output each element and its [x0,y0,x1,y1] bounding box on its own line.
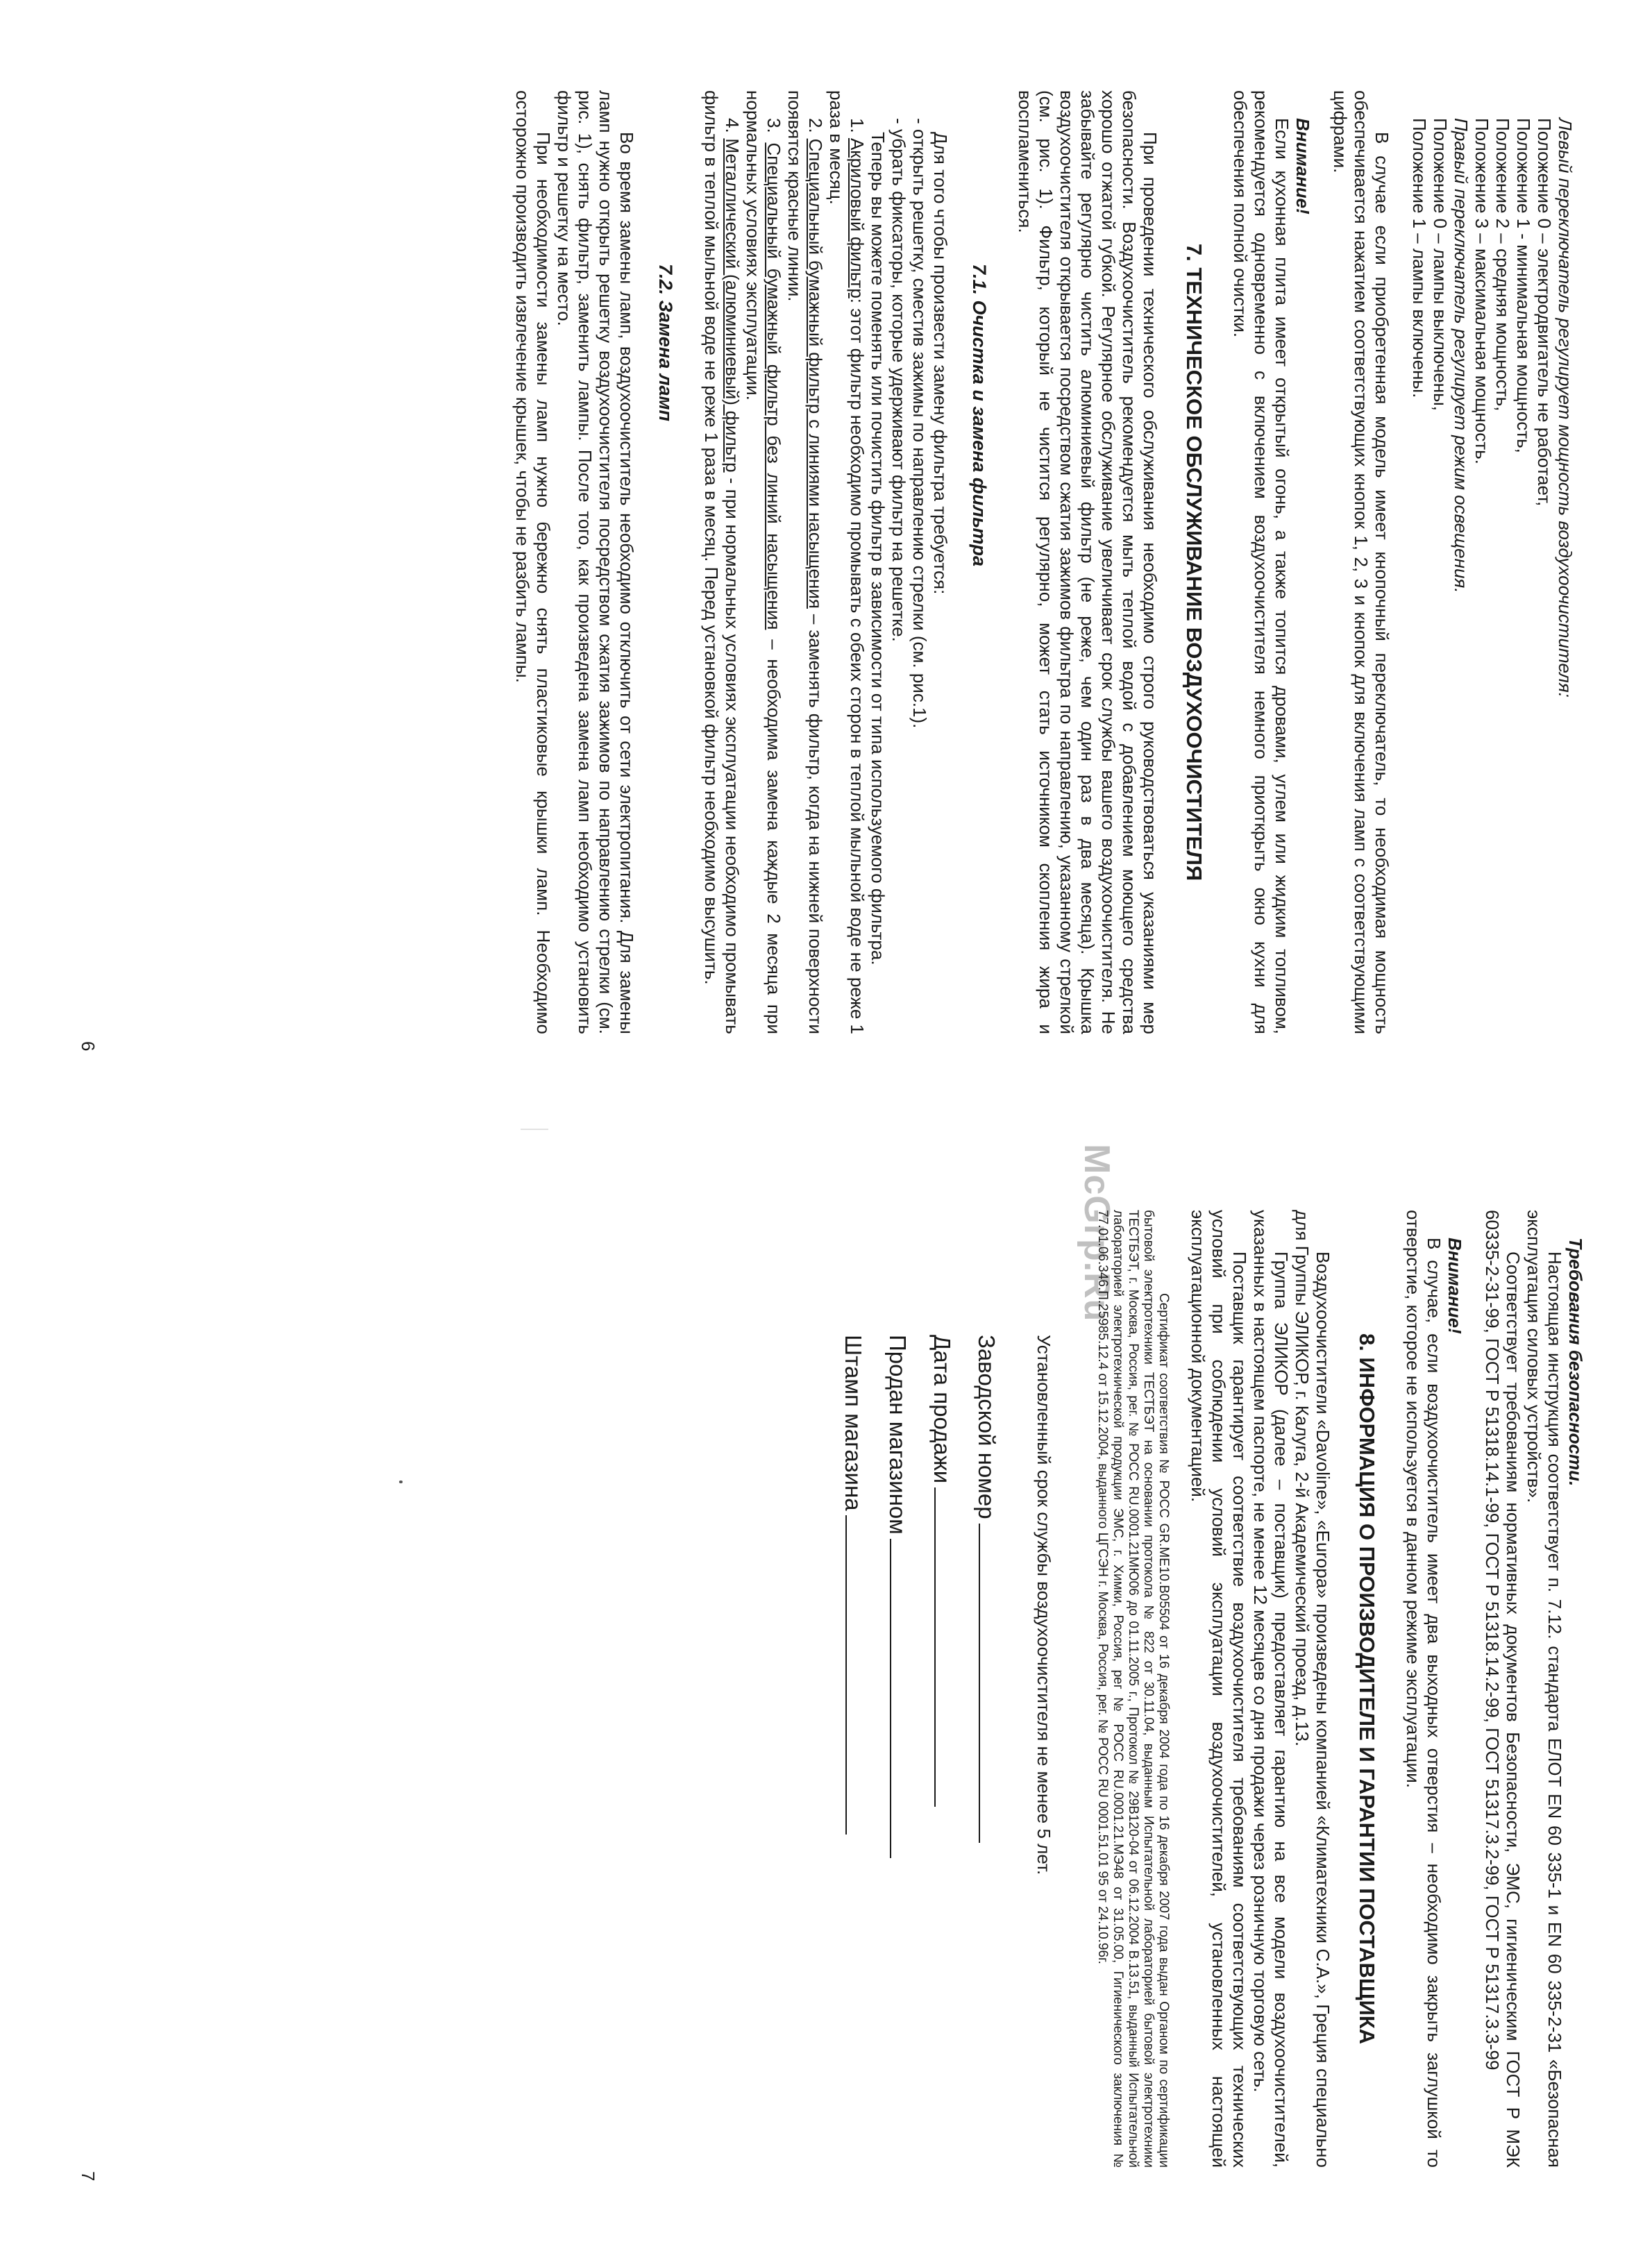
page-7 [0,1130,1652,2260]
attention-label-left: Внимание! [1292,118,1313,214]
section-7-text: При проведении технического обслуживания необходимо строго руководствоваться указаниями мер безопасности. Воздухоочиститель рекомендуется мыть теплой водой с добавлением моющего средства хорошо отжатой губкой. Регулярное обслуживание увеличивает срок службы вашего воздухоочистителя. Не забывайте регулярно чистить алюминиевый фильтр (не реже, чем один раз в два месяца). Крышка воздухоочистителя открывается посредством сжатия зажимов фильтра по направлению, указанному стрелкой (см. рис. 1). Фильтр, который не чистится регулярно, может стать источником скопления жира и воспламениться. [1015,90,1161,1034]
section-7-title: 7. ТЕХНИЧЕСКОЕ ОБСЛУЖИВАНИЕ ВОЗДУХООЧИСТИТЕЛЯ [1182,243,1206,882]
lamp-replace-text-1: Во время замены ламп, воздухоочиститель необходимо отключить от сети электропитания. Для замены ламп нужно открыть решетку воздухоочистителя посредством сжатия зажимов по направлению стрелки (см. рис. 1), снять фильтр, заменить лампы. После того, как произведена замена ламп необходимо установить фильтр и решетку на место. [554,90,637,1034]
serial-number-blank[interactable] [979,1524,1000,1843]
filter-item-3 [743,90,784,1034]
section-8-text-3: Поставщик гарантирует соответствие воздухоочистителя требованиям соответствующих технических условий при соблюдении условий эксплуатации воздухоочистителей, установленных настоящей эксплуатационной документацией. [1188,1210,1250,2168]
sold-by-label: Продан магазином [885,1335,911,1535]
filter-4-rest: - при нормальных условиях эксплуатации необходимо промывать фильтр в теплой мыльной воде не реже 1 раза в месяц. Перед установкой фильтр необходимо высушить. [701,90,743,1034]
store-stamp-blank[interactable] [845,1515,866,1835]
filter-item-4 [701,90,743,1034]
filter-2-rest: – заменять фильтр, когда на нижней поверхности появятся красные линии. [784,90,826,1034]
serial-number-label: Заводской номер [974,1335,1000,1519]
warranty-form [839,1335,1000,2168]
filter-4-num: 4. [722,118,743,133]
page-number-6: 6 [78,1041,99,1052]
left-switch-pos1: Положение 1 - минимальная мощность, [1513,118,1534,453]
sale-date-blank[interactable] [934,1487,955,1807]
filter-replace-intro: Для того чтобы произвести замену фильтра требуется: [930,132,951,595]
button-model-paragraph: В случае если приобретенная модель имеет кнопочный переключатель, то необходимая мощность обеспечивается нажатием соответствующих кнопок 1, 2, 3 и кнопок для включения ламп с соответствующими цифрами. [1330,90,1392,1034]
sale-date-label: Дата продажи [929,1335,955,1484]
sold-by-line [884,1335,911,2168]
safety-text-2: Соответствует требованиям нормативных документов Безопасности, ЭМС, гигиеническим ГОСТ Р МЭК 60335-2-31-99, ГОСТ Р 51318.14.1-99, ГОСТ Р 51318.14.2-99, ГОСТ 51317.3.2-99, ГОСТ Р 51317.3.3-99 [1482,1210,1524,2168]
safety-text-1: Настоящая инструкция соответствует п. 7.12. стандарта ЕЛОТ EN 60 335-1 и EN 60 335-2-31 «Безопасная эксплуатация силовых устройств». [1524,1210,1565,2168]
scan-speck [399,1481,403,1483]
filter-item-2 [784,90,826,1034]
left-switch-pos0: Положение 0 – электродвигатель не работает, [1534,118,1555,507]
section-8-text-2: Группа ЭЛИКОР (далее – поставщик) предоставляет гарантию на все модели воздухоочистителей, указанных в настоящем паспорте, не менее 12 месяцев со дня продажи через розничную торговую сеть. [1250,1210,1292,2168]
page-6-content [512,90,1576,1034]
attention-text-left: Если кухонная плита имеет открытый огонь, а также топится дровами, углем или жидким топливом, рекомендуется одновременно с включением воздухоочистителя немного приоткрыть окно кухни для обеспечения полной очистки. [1230,90,1292,1034]
attention-text-right: В случае, если воздухоочиститель имеет два выходных отверстия – необходимо закрыть заглушкой то отверстие, которое не используется в данном режиме эксплуатации. [1403,1210,1444,2168]
filter-4-name: Металлический (алюминиевый) фильтр [722,138,743,473]
filter-step-remove: - убрать фиксаторы, которые удерживают фильтр на решетке. [888,118,909,642]
filter-1-num: 1. [847,118,868,133]
store-stamp-line [839,1335,867,2168]
watermark: McGrp.Ru [1077,1144,1117,1322]
section-8-text-1: Воздухоочистители «Davoline», «Europa» произведены компанией «Климатехники С.А.», Греция специально для Группы ЭЛИКОР, г. Калуга, 2-й Академический проезд, д.13. [1292,1210,1333,2168]
serial-number-line [972,1335,1000,2168]
filter-2-num: 2. [805,118,826,133]
sale-date-line [928,1335,956,2168]
subsection-7-1-title: 7.1. Очистка и замена фильтра [969,264,990,566]
filter-1-rest: : этот фильтр необходимо промывать с обеих сторон в теплой мыльной воде не реже 1 раза в месяц. [826,90,868,1034]
safety-label: Требования безопасности. [1565,1238,1586,1487]
left-switch-pos2: Положение 2 – средняя мощность, [1492,118,1513,412]
filter-item-1 [826,90,868,1034]
right-switch-pos1: Положение 1 – лампы включены. [1409,118,1430,398]
certificate-text: Сертификат соответствия № РОСС GR.ME10.B05504 от 16 декабря 2004 года по 16 декабря 2007 года выдан Органом по сертификации бытовой электротехники ТЕСТБЭТ на основании протокола № 822 от 30.11.04, выданным Испытательной лабораторией бытовой электротехники ТЕСТБЭТ, г. Москва, Россия, рег. № РОСС RU.0001.21МЮ06 до 01.11.2005 г., Протокол № 29В120-04 от 06.12.2004 В.13.51, выданный Испытательной лабораторией электротехнической продукции ЭМС, г. Химки, Россия, рег № РОСС RU.0001.21.МЭ48 от 31.05.00, Гигиенического заключения № 77.01.06.346.П.25985.12.4 от 15.12.2004, выданного ЦГСЭН г. Москва, Россия, рег. № РОСС RU 0001.51.01 95 от 24.10.96г. [1095,1210,1171,2168]
sold-by-blank[interactable] [890,1539,911,1858]
lamp-replace-text-2: При необходимости замены ламп нужно бережно снять пластиковые крышки ламп. Необходимо осторожно производить извлечение крышек, чтобы не разбить лампы. [512,90,554,1034]
attention-label-right: Внимание! [1444,1238,1465,1334]
right-switch-title: Правый переключатель регулирует режим освещения. [1451,118,1472,593]
filter-step-open: - открыть решетку, сместив зажимы по направлению стрелки (см. рис.1). [909,118,930,729]
filter-3-num: 3. [764,118,784,133]
left-switch-pos3: Положение 3 – максимальная мощность. [1472,118,1492,464]
page-number-7: 7 [78,2171,99,2182]
left-switch-title: Левый переключатель регулирует мощность воздухоочистителя: [1555,118,1576,698]
filter-3-rest: – необходима замена каждые 2 месяца при нормальных условиях эксплуатации. [743,90,784,1034]
filter-then: Теперь вы можете поменять или почистить фильтр в зависимости от типа используемого фильтра. [868,132,888,965]
service-lifetime: Установленный срок службы воздухоочистителя не менее 5 лет. [1034,1335,1054,1875]
filter-2-name: Специальный бумажный фильтр с линиями насыщения [805,138,826,609]
subsection-7-2-title: 7.2. Замена ламп [655,264,676,421]
page-7-content [823,1210,1586,2168]
filter-1-name: Акриловый фильтр [847,137,868,298]
store-stamp-label: Штамп магазина [841,1335,866,1511]
section-8-title: 8. ИНФОРМАЦИЯ О ПРОИЗВОДИТЕЛЕ И ГАРАНТИИ ПОСТАВЩИКА [1355,1333,1379,2045]
filter-3-name: Специальный бумажный фильтр без линий насыщения [764,142,784,630]
right-switch-pos0: Положение 0 – лампы выключены, [1430,118,1451,412]
